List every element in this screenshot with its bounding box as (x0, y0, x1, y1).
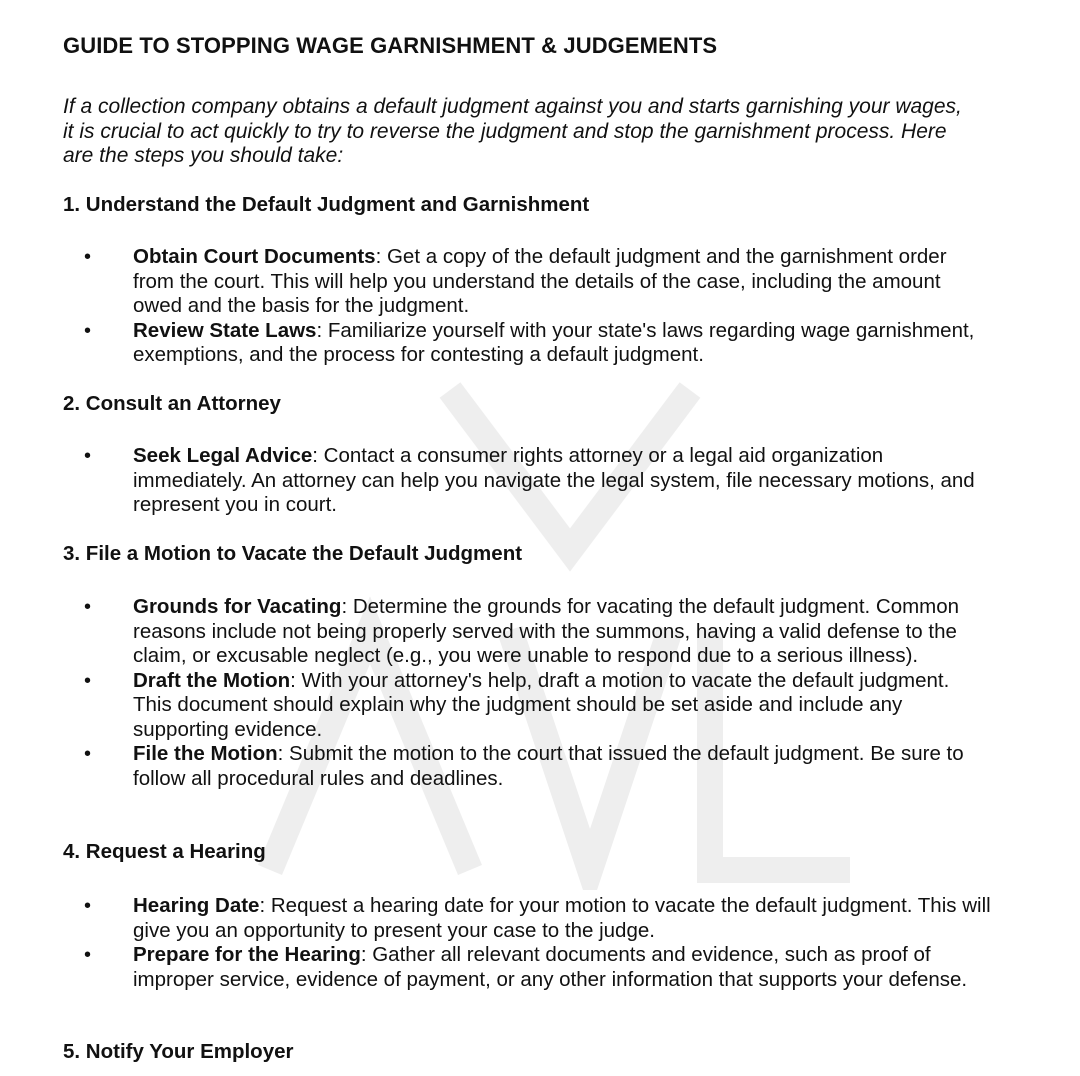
bullet-icon: • (84, 944, 92, 966)
list-item (0, 943, 993, 992)
bullet-icon: • (84, 895, 92, 917)
section-3-bullets (0, 595, 993, 791)
bullet-label: Obtain Court Documents (133, 245, 376, 268)
bullet-icon: • (84, 596, 92, 618)
bullet-label: File the Motion (133, 742, 278, 765)
bullet-text: : Gather all relevant documents and evidence, such as proof of improper service, evidence of payment, or any other information that supports your defense. (133, 943, 968, 991)
bullet-label: Grounds for Vacating (133, 595, 342, 618)
bullet-label: Hearing Date (133, 894, 260, 917)
list-item (0, 669, 993, 743)
section-heading-2: 2. Consult an Attorney (63, 392, 281, 415)
bullet-icon: • (84, 319, 92, 342)
list-item (0, 245, 993, 319)
list-item (0, 444, 993, 518)
bullet-label: Draft the Motion (133, 668, 291, 692)
section-heading-5: 5. Notify Your Employer (63, 1040, 294, 1063)
bullet-icon: • (84, 669, 92, 692)
list-item (0, 894, 993, 943)
list-item (0, 319, 993, 368)
bullet-text: : Get a copy of the default judgment and the garnishment order from the court. This will help you understand the details of the case, including the amount owed and the basis for the judgment. (133, 245, 947, 317)
section-heading-4: 4. Request a Hearing (63, 840, 266, 863)
section-1-bullets (0, 245, 993, 368)
bullet-label: Prepare for the Hearing (133, 943, 361, 966)
intro-paragraph: If a collection company obtains a default judgment against you and starts garnishing your wages, it is crucial to act quickly to try to reverse the judgment and stop the garnishment process. Here are the steps you should take: (63, 95, 962, 167)
bullet-label: Review State Laws (133, 318, 317, 342)
bullet-text: : With your attorney's help, draft a motion to vacate the default judgment. This document should explain why the judgment should be set aside and include any supporting evidence. (133, 668, 950, 741)
bullet-icon: • (84, 445, 92, 467)
list-item (0, 742, 993, 791)
document-title: GUIDE TO STOPPING WAGE GARNISHMENT & JUDGEMENTS (63, 33, 718, 58)
bullet-text: : Submit the motion to the court that issued the default judgment. Be sure to follow all procedural rules and deadlines. (133, 742, 964, 790)
section-heading-3: 3. File a Motion to Vacate the Default Judgment (63, 542, 523, 565)
bullet-text: : Determine the grounds for vacating the default judgment. Common reasons include not being properly served with the summons, having a valid defense to the claim, or excusable neglect (e.g., you were unable to respond due to a serious illness). (133, 595, 960, 667)
bullet-text: : Contact a consumer rights attorney or a legal aid organization immediately. An attorney can help you navigate the legal system, file necessary motions, and represent you in court. (133, 444, 975, 516)
bullet-icon: • (84, 246, 92, 268)
bullet-text: : Familiarize yourself with your state's laws regarding wage garnishment, exemptions, and the process for contesting a default judgment. (133, 318, 975, 366)
section-2-bullets (0, 444, 993, 518)
bullet-label: Seek Legal Advice (133, 444, 313, 467)
list-item (0, 595, 993, 669)
bullet-icon: • (84, 743, 92, 765)
section-heading-1: 1. Understand the Default Judgment and Garnishment (63, 193, 590, 216)
bullet-text: : Request a hearing date for your motion to vacate the default judgment. This will give you an opportunity to present your case to the judge. (133, 894, 991, 942)
section-4-bullets (0, 894, 993, 992)
